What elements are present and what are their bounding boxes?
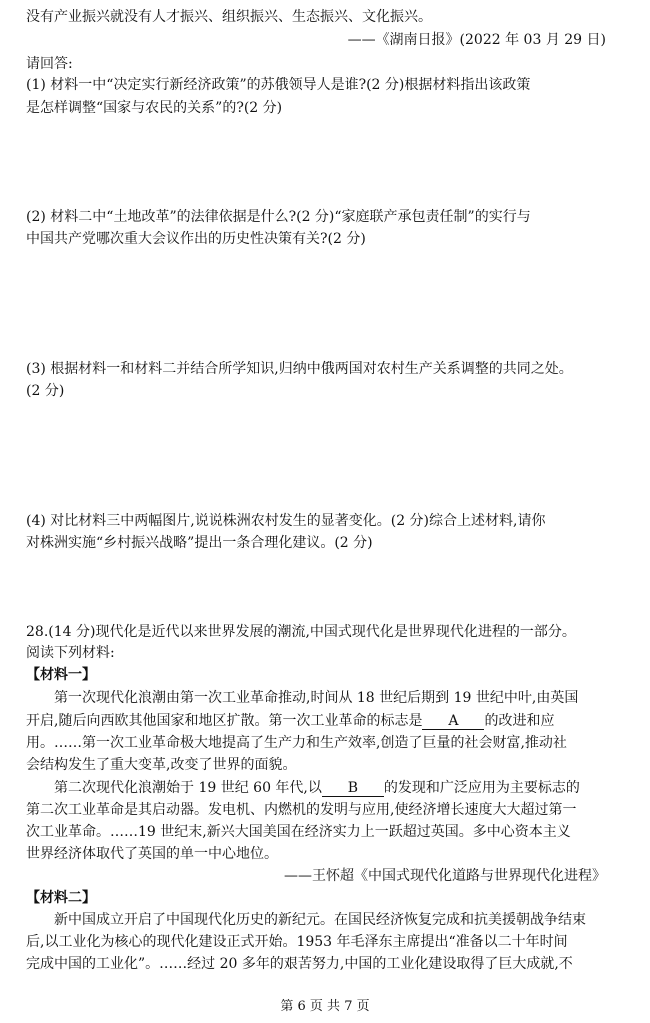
blank-b: B [322, 780, 384, 797]
question-28-line-1: 28.(14 分)现代化是近代以来世界发展的潮流,中国式现代化是世界现代化进程的一部分。 [26, 624, 576, 640]
material-1-line: 第二次工业革命是其启动器。发电机、内燃机的发明与应用,使经济增长速度大大超过第一 [26, 802, 577, 818]
material-1-text: 的改进和应 [484, 713, 555, 729]
material-1-text: 第二次现代化浪潮始于 19 世纪 60 年代,以 [54, 780, 322, 796]
material-text-line: 没有产业振兴就没有人才振兴、组织振兴、生态振兴、文化振兴。 [26, 9, 432, 25]
material-1-title: 【材料一】 [26, 667, 96, 683]
material-1-line: 世界经济体取代了英国的单一中心地位。 [26, 846, 278, 862]
blank-a: A [422, 713, 484, 730]
material-1-source: ——王怀超《中国式现代化道路与世界现代化进程》 [284, 868, 606, 884]
question-4-line-1: (4) 对比材料三中两幅图片,说说株洲农村发生的显著变化。(2 分)综合上述材料,请你 [26, 513, 546, 529]
question-2-line-1: (2) 材料二中“土地改革”的法律依据是什么?(2 分)“家庭联产承包责任制”的实行与 [26, 209, 531, 225]
question-1-line-1: (1) 材料一中“决定实行新经济政策”的苏俄领导人是谁?(2 分)根据材料指出该政策 [26, 77, 531, 93]
question-3-line-2: (2 分) [26, 383, 65, 399]
answer-prompt: 请回答: [26, 56, 73, 72]
material-source: ——《湖南日报》(2022 年 03 月 29 日) [347, 32, 606, 48]
question-2-line-2: 中国共产党哪次重大会议作出的历史性决策有关?(2 分) [26, 231, 366, 247]
material-2-title: 【材料二】 [26, 890, 96, 906]
question-3-line-1: (3) 根据材料一和材料二并结合所学知识,归纳中俄两国对农村生产关系调整的共同之处。 [26, 361, 573, 377]
material-1-line: 用。……第一次工业革命极大地提高了生产力和生产效率,创造了巨量的社会财富,推动社 [26, 735, 567, 751]
material-2-line: 新中国成立开启了中国现代化历史的新纪元。在国民经济恢复完成和抗美援朝战争结束 [54, 912, 586, 928]
material-2-line: 后,以工业化为核心的现代化建设正式开始。1953 年毛泽东主席提出“准备以二十年时间 [26, 934, 568, 950]
material-1-text: 开启,随后向西欧其他国家和地区扩散。第一次工业革命的标志是 [26, 713, 423, 729]
material-1-text: 的发现和广泛应用为主要标志的 [383, 780, 580, 796]
material-1-line: 次工业革命。……19 世纪末,新兴大国美国在经济实力上一跃超过英国。多中心资本主义 [26, 824, 571, 840]
material-2-line: 完成中国的工业化”。……经过 20 多年的艰苦努力,中国的工业化建设取得了巨大成就,不 [26, 956, 573, 972]
question-4-line-2: 对株洲实施“乡村振兴战略”提出一条合理化建议。(2 分) [26, 535, 373, 551]
material-1-line: 会结构发生了重大变革,改变了世界的面貌。 [26, 757, 297, 773]
question-28-line-2: 阅读下列材料: [26, 645, 115, 661]
material-1-line [54, 778, 580, 798]
page-number: 第 6 页 共 7 页 [280, 999, 370, 1014]
material-1-line [26, 711, 554, 731]
question-1-line-2: 是怎样调整“国家与农民的关系”的?(2 分) [26, 100, 283, 116]
material-1-line: 第一次现代化浪潮由第一次工业革命推动,时间从 18 世纪后期到 19 世纪中叶,由英国 [54, 690, 579, 706]
